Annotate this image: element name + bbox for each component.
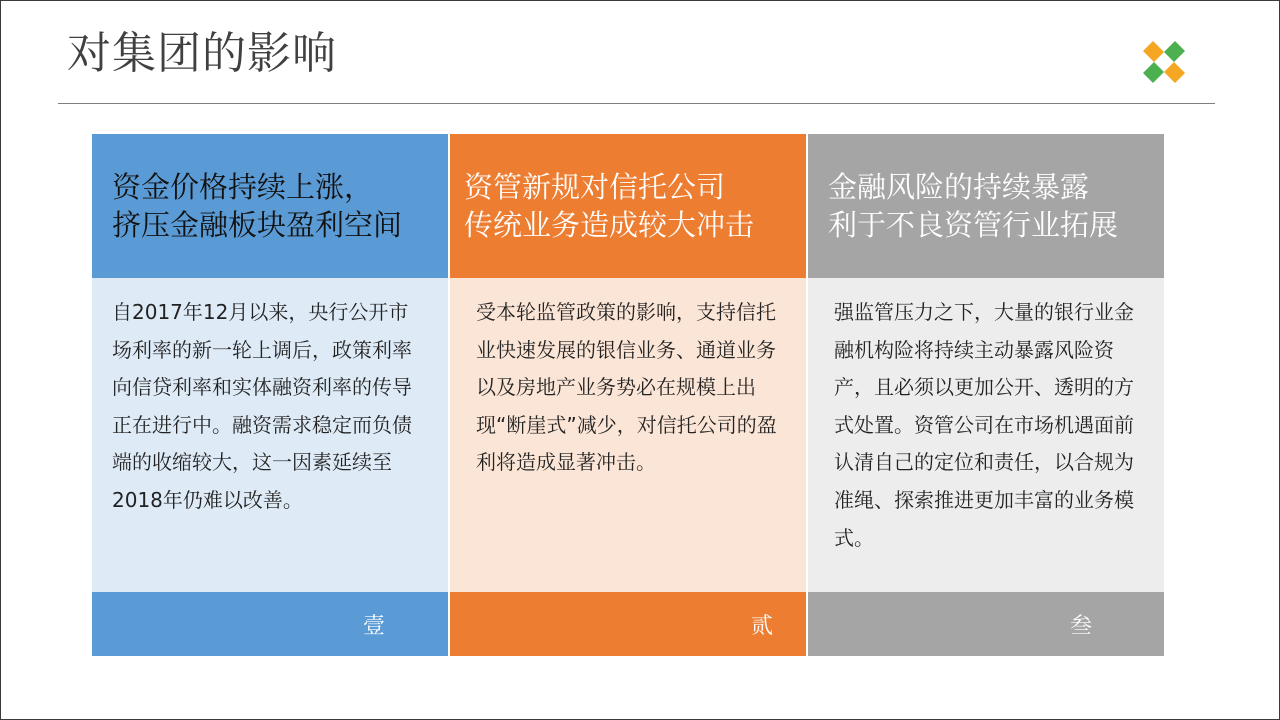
heading-line-2: 利于不良资管行业拓展 [828, 208, 1119, 242]
footer-numeral: 叁 [1070, 614, 1093, 639]
column-3 [808, 134, 1164, 656]
column-heading [808, 134, 1164, 278]
heading-line-1: 金融风险的持续暴露 [828, 170, 1090, 204]
column-heading [450, 134, 806, 278]
heading-line-1: 资金价格持续上涨， [112, 170, 374, 204]
company-logo-icon [1139, 37, 1189, 87]
footer-numeral: 壹 [363, 614, 386, 639]
column-1 [92, 134, 448, 656]
footer-numeral: 贰 [751, 614, 774, 639]
column-heading [92, 134, 448, 278]
page-title: 对集团的影响 [67, 28, 337, 79]
column-footer [450, 592, 806, 656]
heading-line-2: 挤压金融板块盈利空间 [112, 208, 403, 242]
column-body-text: 自2017年12月以来，央行公开市场利率的新一轮上调后，政策利率向信贷利率和实体融资利率的传导正在进行中。融资需求稳定而负债端的收缩较大，这一因素延续至2018年仍难以改善。 [92, 278, 448, 592]
column-footer [808, 592, 1164, 656]
title-divider [58, 103, 1215, 104]
column-footer [92, 592, 448, 656]
column-body-text: 强监管压力之下，大量的银行业金融机构险将持续主动暴露风险资产，且必须以更加公开、透明的方式处置。资管公司在市场机遇面前认清自己的定位和责任，以合规为准绳、探索推进更加丰富的业务模式。 [808, 278, 1164, 592]
heading-line-1: 资管新规对信托公司 [464, 170, 726, 204]
column-2 [450, 134, 806, 656]
heading-line-2: 传统业务造成较大冲击 [464, 208, 755, 242]
column-body-text: 受本轮监管政策的影响，支持信托业快速发展的银信业务、通道业务以及房地产业务势必在规模上出现“断崖式”减少，对信托公司的盈利将造成显著冲击。 [450, 278, 806, 592]
